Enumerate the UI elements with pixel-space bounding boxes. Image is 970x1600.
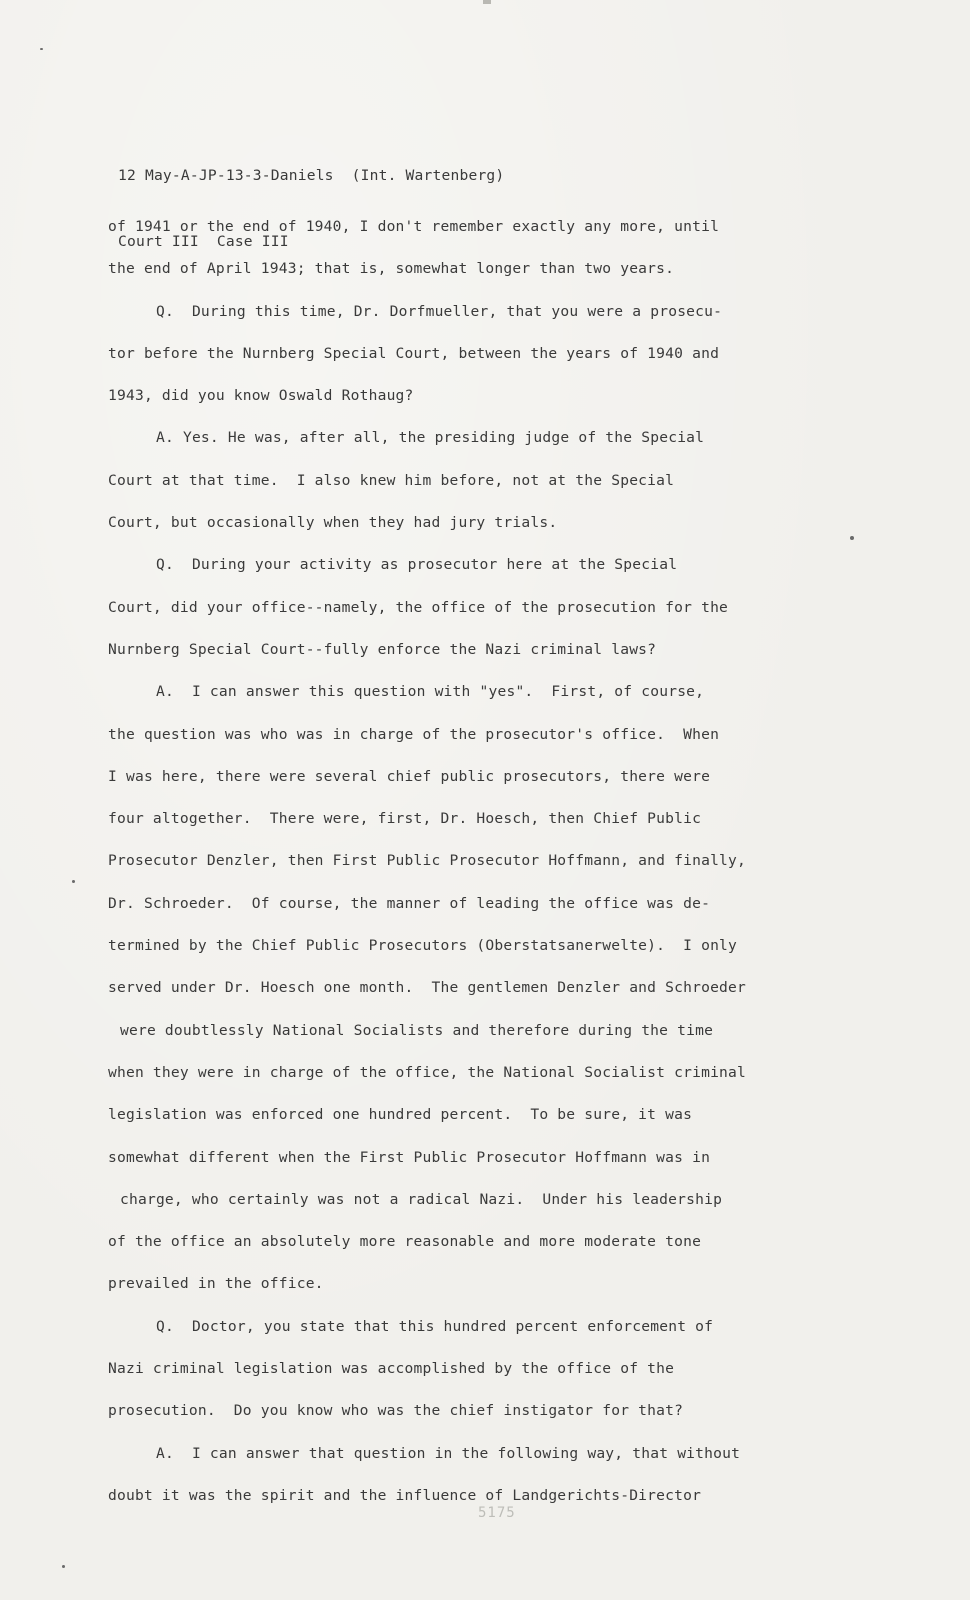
answer-line: A. I can answer that question in the following way, that without [156,1444,741,1462]
text-line: the end of April 1943; that is, somewhat longer than two years. [108,260,675,278]
header-line-1: 12 May-A-JP-13-3-Daniels (Int. Wartenberg) [118,167,505,184]
top-edge-mark [483,0,491,4]
text-line: Court at that time. I also knew him before, not at the Special [108,471,675,489]
text-line: prevailed in the office. [108,1275,324,1293]
question-line: Q. During your activity as prosecutor here at the Special [156,556,678,574]
text-line: prosecution. Do you know who was the chief instigator for that? [108,1402,684,1420]
text-line: 1943, did you know Oswald Rothaug? [108,387,414,405]
paper-speck [40,48,43,50]
text-line: the question was who was in charge of the prosecutor's office. When [108,725,720,743]
paper-speck [850,536,854,540]
text-line: of 1941 or the end of 1940, I don't remember exactly any more, until [108,218,720,235]
text-line: I was here, there were several chief public prosecutors, there were [108,767,711,785]
text-line: tor before the Nurnberg Special Court, between the years of 1940 and [108,344,720,362]
question-line: Q. During this time, Dr. Dorfmueller, that you were a prosecu- [156,302,723,320]
text-line: termined by the Chief Public Prosecutors (Oberstatsanerwelte). I only [108,937,738,955]
text-line: somewhat different when the First Public Prosecutor Hoffmann was in [108,1148,711,1166]
transcript-body [108,206,868,1517]
paper-speck [62,1565,65,1568]
text-line: of the office an absolutely more reasonable and more moderate tone [108,1233,702,1251]
text-line: charge, who certainly was not a radical Nazi. Under his leadership [120,1190,723,1208]
text-line: Dr. Schroeder. Of course, the manner of leading the office was de- [108,894,711,912]
text-line: doubt it was the spirit and the influence of Landgerichts-Director [108,1486,702,1504]
question-line: Q. Doctor, you state that this hundred percent enforcement of [156,1317,714,1335]
answer-line: A. Yes. He was, after all, the presiding judge of the Special [156,429,705,447]
text-line: Nurnberg Special Court--fully enforce the Nazi criminal laws? [108,640,657,658]
text-line: Prosecutor Denzler, then First Public Prosecutor Hoffmann, and finally, [108,852,747,870]
answer-line: A. I can answer this question with "yes". First, of course, [156,683,705,701]
text-line: legislation was enforced one hundred percent. To be sure, it was [108,1106,693,1124]
text-line: Court, did your office--namely, the office of the prosecution for the [108,598,729,616]
text-line: four altogether. There were, first, Dr. Hoesch, then Chief Public [108,810,702,828]
page-number: 5175 [478,1505,516,1521]
text-line: Nazi criminal legislation was accomplished by the office of the [108,1360,675,1378]
text-line: when they were in charge of the office, the National Socialist criminal [108,1063,747,1081]
header-line-2: Court III Case III [118,233,289,250]
text-line: served under Dr. Hoesch one month. The gentlemen Denzler and Schroeder [108,979,747,997]
text-line: Court, but occasionally when they had jury trials. [108,514,558,532]
paper-speck [72,880,75,883]
text-line: were doubtlessly National Socialists and therefore during the time [120,1021,714,1039]
